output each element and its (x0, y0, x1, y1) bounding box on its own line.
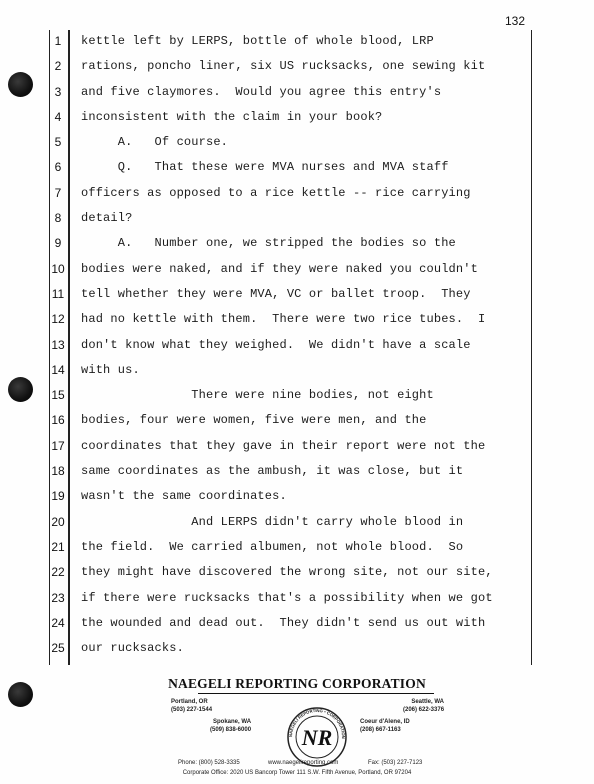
line-text: and five claymores. Would you agree this entry's (81, 84, 442, 99)
line-text: the field. We carried albumen, not whole blood. So (81, 539, 464, 554)
line-number: 8 (54, 211, 62, 226)
transcript-line (49, 384, 532, 409)
line-number: 22 (51, 565, 65, 580)
transcript-line (49, 283, 532, 308)
line-text: the wounded and dead out. They didn't send us out with (81, 615, 486, 630)
transcript-line (49, 156, 532, 181)
line-number: 5 (54, 135, 62, 150)
line-text: if there were rucksacks that's a possibility when we got (81, 590, 493, 605)
binder-hole (8, 377, 33, 402)
line-number: 9 (54, 236, 62, 251)
line-number: 1 (54, 34, 62, 48)
line-number: 13 (51, 337, 65, 352)
line-text: officers as opposed to a rice kettle -- rice carrying (81, 185, 471, 200)
transcript-line (49, 359, 532, 384)
transcript-line (49, 30, 532, 55)
line-text: kettle left by LERPS, bottle of whole blood, LRP (81, 34, 434, 48)
line-number: 18 (51, 464, 65, 479)
line-number: 20 (51, 514, 65, 529)
transcript-line (49, 435, 532, 460)
seal-monogram: NR (301, 725, 333, 750)
transcript-line (49, 258, 532, 283)
binder-hole (8, 72, 33, 97)
company-seal-logo (286, 706, 348, 768)
line-text: wasn't the same coordinates. (81, 489, 287, 504)
transcript-line (49, 409, 532, 434)
footer-divider (198, 693, 434, 694)
line-number: 7 (54, 185, 62, 200)
transcript-line (49, 207, 532, 232)
reporting-footer (0, 672, 594, 784)
transcript-line (49, 106, 532, 131)
line-number: 17 (51, 438, 65, 453)
line-text: bodies were naked, and if they were naked you couldn't (81, 261, 478, 276)
transcript-line (49, 485, 532, 510)
transcript-line (49, 81, 532, 106)
transcript-lines (49, 30, 532, 662)
line-number: 16 (51, 413, 65, 428)
line-text: same coordinates as the ambush, it was close, but it (81, 464, 464, 479)
line-text: with us. (81, 362, 140, 377)
line-number: 12 (51, 312, 65, 327)
transcript-line (49, 55, 532, 80)
office-coeur-dalene: Coeur d'Alene, ID (208) 667-1163 (360, 719, 410, 733)
line-number: 15 (51, 388, 65, 403)
line-number: 2 (54, 59, 62, 74)
line-number: 10 (51, 261, 65, 276)
transcript-line (49, 131, 532, 156)
line-number: 23 (51, 590, 65, 605)
line-text: had no kettle with them. There were two rice tubes. I (81, 312, 486, 327)
line-number: 6 (54, 160, 62, 175)
line-text: bodies, four were women, five were men, and the (81, 413, 427, 428)
transcript-line (49, 561, 532, 586)
line-number: 25 (51, 641, 65, 656)
office-spokane: Spokane, WA (509) 838-6000 (210, 719, 252, 733)
line-text: our rucksacks. (81, 641, 184, 656)
page-number: 132 (505, 14, 526, 28)
line-text: There were nine bodies, not eight (81, 388, 434, 403)
line-number: 19 (51, 489, 65, 504)
line-text: And LERPS didn't carry whole blood in (81, 514, 464, 529)
line-number: 14 (51, 362, 65, 377)
line-text: they might have discovered the wrong site, not our site, (81, 565, 493, 580)
transcript-line (49, 460, 532, 485)
transcript-line (49, 612, 532, 637)
line-number: 11 (51, 286, 65, 301)
office-portland: Portland, OR (503) 227-1544 (171, 699, 213, 713)
line-text: A. Number one, we stripped the bodies so the (81, 236, 456, 251)
office-seattle: Seattle, WA (206) 622-3376 (403, 699, 445, 713)
line-number: 3 (54, 84, 62, 99)
line-text: coordinates that they gave in their report were not the (81, 438, 486, 453)
footer-website: www.naegelireporting.com (268, 760, 339, 766)
footer-fax: Fax: (503) 227-7123 (368, 760, 423, 766)
line-text: don't know what they weighed. We didn't have a scale (81, 337, 471, 352)
line-number: 24 (51, 615, 65, 630)
line-text: inconsistent with the claim in your book? (81, 109, 383, 124)
transcript-line (49, 536, 532, 561)
line-number: 4 (54, 109, 62, 124)
footer-address: Corporate Office: 2020 US Bancorp Tower 111 S.W. Fifth Avenue, Portland, OR 97204 (182, 770, 412, 776)
company-name: NAEGELI REPORTING CORPORATION (168, 676, 426, 691)
line-number: 21 (51, 539, 65, 554)
line-text: Q. That these were MVA nurses and MVA staff (81, 160, 449, 175)
line-text: rations, poncho liner, six US rucksacks, one sewing kit (81, 59, 486, 74)
transcript-line (49, 182, 532, 207)
line-text: tell whether they were MVA, VC or ballet troop. They (81, 286, 471, 301)
transcript-line (49, 232, 532, 257)
transcript-line (49, 511, 532, 536)
svg-text:NAEGELI REPORTING • CORPORATIO: NAEGELI REPORTING • CORPORATION (287, 707, 347, 739)
transcript-line (49, 334, 532, 359)
line-text: detail? (81, 211, 133, 226)
transcript-line (49, 308, 532, 333)
line-text: A. Of course. (81, 135, 229, 150)
transcript-line (49, 587, 532, 612)
transcript-line (49, 637, 532, 662)
footer-phone: Phone: (800) 528-3335 (178, 760, 240, 766)
